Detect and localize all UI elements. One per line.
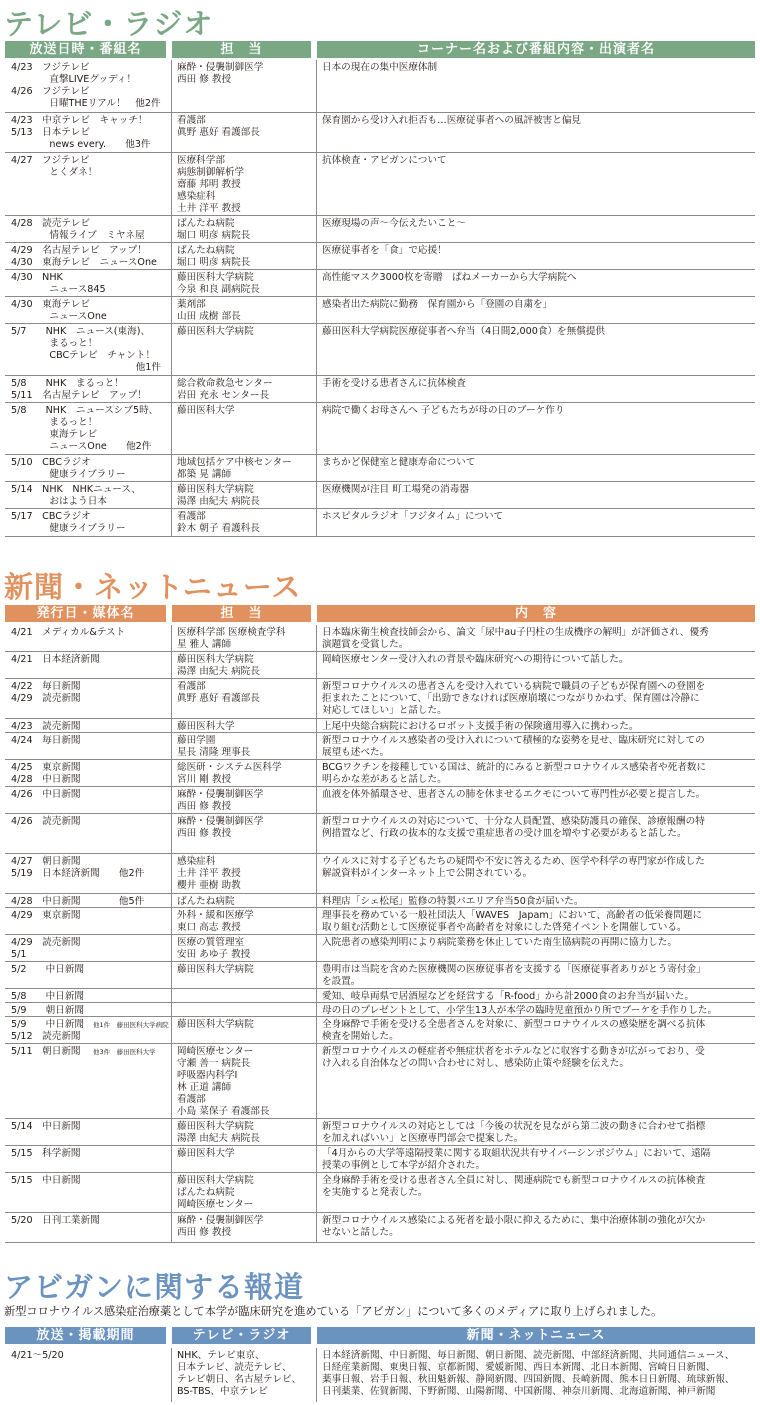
date-media-cell: 4/30 東海テレビ ニュースOne bbox=[11, 299, 107, 322]
column-divider bbox=[316, 787, 317, 813]
column-divider bbox=[316, 297, 317, 323]
column-divider bbox=[316, 894, 317, 907]
person-cell: 藤田学園 星長 清隆 理事長 bbox=[177, 735, 251, 758]
person-cell: 藤田医科大学病院 bbox=[177, 326, 254, 337]
person-cell: 藤田医科大学病院 今泉 和良 副病院長 bbox=[177, 272, 260, 295]
table-row bbox=[5, 216, 755, 243]
date-media-cell: 4/27 朝日新聞 5/19 日本経済新聞 他2件 bbox=[11, 856, 145, 879]
column-divider bbox=[171, 1003, 172, 1016]
table-row bbox=[5, 376, 755, 403]
news-title: 新聞・ネットニュース bbox=[4, 570, 302, 604]
date-media-cell: 5/2 中日新聞 bbox=[11, 964, 85, 975]
column-divider bbox=[171, 509, 172, 536]
content-cell: BCGワクチンを接種している国は、統計的にみると新型コロナウイルス感染者や死者数に 明らかな差があると話した。 bbox=[322, 762, 707, 785]
date-media-cell: 4/28 中日新聞 他5件 bbox=[11, 896, 145, 907]
column-divider bbox=[316, 60, 317, 112]
table-row bbox=[5, 625, 755, 652]
column-divider bbox=[171, 216, 172, 242]
tv-header-content: コーナー名および番組内容・出演者名 bbox=[317, 41, 755, 58]
table-row bbox=[5, 455, 755, 482]
table-row bbox=[5, 1119, 755, 1146]
content-cell: 愛知、岐阜両県で居酒屋などを経営する「R-food」から計2000食のお弁当が届いた。 bbox=[322, 991, 694, 1002]
column-divider bbox=[316, 935, 317, 961]
column-divider bbox=[171, 814, 172, 853]
extra-count-note: 他1件 藤田医科大学病院 bbox=[93, 1021, 169, 1029]
content-cell: まちかど保健室と健康寿命について bbox=[322, 457, 476, 468]
date-media-cell: 4/26 読売新聞 bbox=[11, 816, 81, 827]
table-row bbox=[5, 814, 755, 854]
date-media-cell: 5/9 中日新聞 5/12 読売新聞 bbox=[11, 1019, 85, 1042]
avigan-header-period: 放送・掲載期間 bbox=[5, 1327, 166, 1344]
content-cell: 「4月からの大学等遠隔授業に関する取組状況共有サイバーシンポジウム」において、遠隔 授業の事例として本学が紹介された。 bbox=[322, 1148, 711, 1171]
column-divider bbox=[171, 243, 172, 269]
column-divider bbox=[171, 113, 172, 152]
column-divider bbox=[171, 324, 172, 375]
content-cell: 新型コロナウイルス感染者の受け入れについて積極的な姿勢を見せ、臨床研究に対しての 展望も述べた。 bbox=[322, 735, 705, 758]
content-cell: 日本臨床衛生検査技師会から、論文「尿中au子円柱の生成機序の解明」が評価され、優秀 演題賞を受賞した。 bbox=[322, 627, 709, 650]
content-cell: 全身麻酔手術を受ける患者さん全員に対し、関連病院でも新型コロナウイルスの抗体検査 を実施すると発表した。 bbox=[322, 1175, 706, 1198]
column-divider bbox=[316, 509, 317, 536]
person-cell: ばんたね病院 堀口 明彦 病院長 bbox=[177, 245, 251, 268]
column-divider bbox=[316, 854, 317, 893]
content-cell: 新型コロナウイルスの患者さんを受け入れている病院で職員の子どもが保育園への登園を 拒まれたことについて、「出勁できなければ医療崩壊につながりかねず、保育園は冷静に 対応してほしい」と話した。 bbox=[322, 681, 706, 716]
content-cell: 抗体検査・アビガンについて bbox=[322, 155, 447, 166]
column-divider bbox=[316, 376, 317, 402]
column-divider bbox=[316, 733, 317, 759]
content-cell: 血液を体外循環させ、患者さんの肺を休ませるエクモについて専門性が必要と提言した。 bbox=[322, 789, 706, 800]
content-cell: 医療現場の声～今伝えたいこと～ bbox=[322, 218, 466, 229]
column-divider bbox=[171, 679, 172, 718]
table-row bbox=[5, 733, 755, 760]
date-media-cell: 5/7 NHK ニュース(東海)、 まるっと！ CBCテレビ チャント！ 他1件 bbox=[11, 326, 162, 373]
table-row bbox=[5, 894, 755, 908]
column-divider bbox=[171, 719, 172, 732]
table-row bbox=[5, 652, 755, 679]
content-cell: 豊明市は当院を含めた医療機関の医療従事者を支援する「医療従事者ありがとう寄付金」 を設置。 bbox=[322, 964, 706, 987]
person-cell: 外科・緩和医療学 東口 高志 教授 bbox=[177, 910, 254, 933]
content-cell: 岡崎医療センター受け入れの背景や臨床研究への期待について話した。 bbox=[322, 654, 629, 665]
table-row bbox=[5, 243, 755, 270]
person-cell: 薬剤部 山田 成樹 部長 bbox=[177, 299, 241, 322]
date-media-cell: 4/29 読売新聞 5/1 bbox=[11, 937, 81, 960]
date-media-cell: 4/22 毎日新聞 4/29 読売新聞 bbox=[11, 681, 81, 704]
content-cell: 新型コロナウイルス感染による死者を最小限に抑えるために、集中治療体制の強化が欠か せないと話した。 bbox=[322, 1215, 706, 1238]
content-cell: 高性能マスク3000枚を寄贈 ぱねメーカーから大学病院へ bbox=[322, 272, 577, 283]
column-divider bbox=[316, 814, 317, 853]
avigan-period: 4/21～5/20 bbox=[11, 1350, 64, 1361]
column-divider bbox=[316, 1119, 317, 1145]
column-divider bbox=[171, 908, 172, 934]
person-cell: 藤田医科大学病院 湯澤 由紀夫 病院長 bbox=[177, 484, 260, 507]
column-divider bbox=[316, 908, 317, 934]
column-divider bbox=[171, 1213, 172, 1242]
content-cell: 新型コロナウイルスの軽症者や無症状者をホテルなどに収容する動きが広がっており、受 け入れる自治体などの問い合わせに対し、感染防止策や経験を伝えた。 bbox=[322, 1046, 705, 1069]
column-divider bbox=[316, 989, 317, 1002]
table-row bbox=[5, 719, 755, 733]
date-media-cell: 5/17 CBCラジオ 健康ライブラリー bbox=[11, 511, 126, 534]
table-row bbox=[5, 482, 755, 509]
table-row bbox=[5, 324, 755, 376]
column-divider bbox=[171, 1146, 172, 1172]
content-cell: 日本の現在の集中医療体制 bbox=[322, 62, 438, 73]
column-divider bbox=[316, 679, 317, 718]
avigan-row bbox=[5, 1348, 755, 1402]
date-media-cell: 5/8 NHK ニュースシブ5時、 まるっと！ 東海テレビ ニュースOne 他2件 bbox=[11, 405, 159, 452]
person-cell: 麻酔・侵襲制御医学 西田 修 教授 bbox=[177, 816, 264, 839]
column-divider bbox=[171, 60, 172, 112]
date-media-cell: 4/30 NHK ニュース845 bbox=[11, 272, 106, 295]
table-row bbox=[5, 60, 755, 113]
column-divider bbox=[171, 1044, 172, 1118]
column-divider bbox=[171, 935, 172, 961]
table-row bbox=[5, 989, 755, 1003]
table-row bbox=[5, 679, 755, 719]
table-row bbox=[5, 1003, 755, 1017]
avigan-header-tv: テレビ・ラジオ bbox=[172, 1327, 311, 1344]
column-divider bbox=[171, 652, 172, 678]
content-cell: ホスピタルラジオ「フジタイム」について bbox=[322, 511, 504, 522]
table-row bbox=[5, 787, 755, 814]
person-cell: 医療の質管理室 安田 あゆ子 教授 bbox=[177, 937, 251, 960]
column-divider bbox=[171, 989, 172, 1002]
tv-radio-title: テレビ・ラジオ bbox=[4, 7, 214, 41]
person-cell: 医療科学部 病態制御解析学 齋藤 邦明 教授 感染症科 土井 洋平 教授 bbox=[177, 155, 245, 214]
person-cell: 看護部 眞野 惠好 看護部長 bbox=[177, 681, 260, 704]
date-media-cell: 4/23 フジテレビ 直撃LIVEグッディ！ 4/26 フジテレビ 日曜THEリアル！ 他2件 bbox=[11, 62, 161, 109]
date-media-cell: 4/23 読売新聞 bbox=[11, 721, 81, 732]
date-media-cell: 4/24 毎日新聞 bbox=[11, 735, 81, 746]
table-row bbox=[5, 297, 755, 324]
date-media-cell: 5/11 朝日新聞 bbox=[11, 1046, 81, 1057]
news-header-date: 発行日・媒体名 bbox=[5, 605, 166, 622]
content-cell: 全身麻酔で手術を受ける全患者さんを対象に、新型コロナウイルスの感染歴を調べる抗体 検査を開始した。 bbox=[322, 1019, 706, 1042]
person-cell: 看護部 眞野 惠好 看護部長 bbox=[177, 115, 260, 138]
person-cell: 総合救命救急センター 岩田 充永 センター長 bbox=[177, 378, 273, 401]
content-cell: 新型コロナウイルスの対応について、十分な人員配置、感染防護具の確保、診療報酬の特 例措置など、行政の抜本的な支援で重症患者の受け皿を増やす必要があると話した。 bbox=[322, 816, 705, 839]
column-divider bbox=[316, 1213, 317, 1242]
person-cell: 地域包括ケア中核センター 都築 晃 講師 bbox=[177, 457, 292, 480]
person-cell: 藤田医科大学病院 湯澤 由紀夫 病院長 bbox=[177, 1121, 260, 1144]
content-cell: 手術を受ける患者さんに抗体検査 bbox=[322, 378, 466, 389]
tv-radio-table bbox=[5, 60, 755, 537]
column-divider bbox=[316, 270, 317, 296]
column-divider bbox=[171, 962, 172, 988]
content-cell: 保育園から受け入れ拒否も…医療従事者への風評被害と偏見 bbox=[322, 115, 582, 126]
tv-header-person: 担 当 bbox=[172, 41, 311, 58]
column-divider bbox=[316, 482, 317, 508]
date-media-cell: 4/23 中京テレビ キャッチ！ 5/13 日本テレビ news every. 他3件 bbox=[11, 115, 151, 150]
avigan-tv-list: NHK、テレビ東京、 日本テレビ、読売テレビ、 テレビ朝日、名古屋テレビ、 BS-TBS、中京テレビ bbox=[177, 1350, 302, 1397]
person-cell: 藤田医科大学病院 bbox=[177, 1019, 254, 1030]
column-divider bbox=[171, 1017, 172, 1043]
column-divider bbox=[171, 153, 172, 215]
column-divider bbox=[171, 1173, 172, 1212]
content-cell: 入院患者の感染判明により病院業務を休止していた南生協病院の再開に協力した。 bbox=[322, 937, 677, 948]
column-divider bbox=[316, 962, 317, 988]
date-media-cell: 5/8 中日新聞 bbox=[11, 991, 85, 1002]
date-media-cell: 5/14 NHK NHKニュース、 おはよう日本 bbox=[11, 484, 141, 507]
column-divider bbox=[316, 403, 317, 454]
column-divider bbox=[171, 297, 172, 323]
date-media-cell: 4/29 名古屋テレビ アップ！ 4/30 東海テレビ ニュースOne bbox=[11, 245, 157, 268]
column-divider bbox=[171, 1119, 172, 1145]
column-divider bbox=[316, 153, 317, 215]
content-cell: 母の日のプレゼントとして、小学生13人が本学の臨時児童預かり所でブーケを手作りした。 bbox=[322, 1005, 718, 1016]
person-cell: 医療科学部 医療検査学科 星 雅人 講師 bbox=[177, 627, 286, 650]
date-media-cell: 5/14 中日新聞 bbox=[11, 1121, 81, 1132]
date-media-cell: 5/15 科学新聞 bbox=[11, 1148, 81, 1159]
column-divider bbox=[171, 854, 172, 893]
content-cell: 病院で働くお母さんへ 子どもたちが母の日のブーケ作り bbox=[322, 405, 565, 416]
column-divider bbox=[316, 1146, 317, 1172]
date-media-cell: 4/29 東京新聞 bbox=[11, 910, 81, 921]
date-media-cell: 5/9 朝日新聞 bbox=[11, 1005, 85, 1016]
content-cell: 医療従事者を「食」で応援！ bbox=[322, 245, 447, 256]
person-cell: 藤田医科大学病院 ばんたね病院 岡崎医療センター bbox=[177, 1175, 254, 1210]
column-divider bbox=[316, 216, 317, 242]
table-row bbox=[5, 908, 755, 935]
content-cell: 藤田医科大学病院医療従事者へ弁当（4日間2,000食）を無償提供 bbox=[322, 326, 606, 337]
column-divider bbox=[316, 1044, 317, 1118]
date-media-cell: 4/28 読売テレビ 情報ライブ ミヤネ屋 bbox=[11, 218, 145, 241]
person-cell: 藤田医科大学 bbox=[177, 405, 235, 416]
column-divider bbox=[171, 482, 172, 508]
table-row bbox=[5, 1017, 755, 1044]
avigan-header-news: 新聞・ネットニュース bbox=[317, 1327, 755, 1344]
table-row bbox=[5, 935, 755, 962]
content-cell: 料理店「シェ松尾」監修の特製パエリア弁当50食が届いた。 bbox=[322, 896, 584, 907]
date-media-cell: 5/10 CBCラジオ 健康ライブラリー bbox=[11, 457, 126, 480]
column-divider bbox=[316, 1348, 317, 1402]
column-divider bbox=[171, 455, 172, 481]
column-divider bbox=[171, 270, 172, 296]
news-header-person: 担 当 bbox=[172, 605, 311, 622]
content-cell: 上尾中央総合病院におけるロボット支援手術の保険適用導入に携わった。 bbox=[322, 721, 639, 732]
person-cell: 麻酔・侵襲制御医学 西田 修 教授 bbox=[177, 1215, 264, 1238]
person-cell: 麻酔・侵襲制御医学 西田 修 教授 bbox=[177, 789, 264, 812]
date-media-cell: 4/21 日本経済新聞 bbox=[11, 654, 100, 665]
date-media-cell: 5/8 NHK まるっと！ 5/11 名古屋テレビ アップ！ bbox=[11, 378, 147, 401]
person-cell: 藤田医科大学 bbox=[177, 721, 235, 732]
column-divider bbox=[316, 455, 317, 481]
person-cell: 岡崎医療センター 守瀬 善一 病院長 呼吸器内科学Ⅰ 林 正道 講師 看護部 小島 菜保子 看護部長 bbox=[177, 1046, 270, 1117]
content-cell: 理事長を務めている一般社団法人「WAVES Japam」において、高齢者の低栄養問題に 取り組む活動として医療従事者や高齢者を対象にした啓発イベントを開催している。 bbox=[322, 910, 703, 933]
avigan-intro: 新型コロナウイルス感染症治療薬として本学が臨床研究を進めている「アビガン」について多くのメディアに取り上げられました。 bbox=[4, 1305, 663, 1318]
person-cell: 藤田医科大学 bbox=[177, 1148, 235, 1159]
table-row bbox=[5, 153, 755, 216]
date-media-cell: 5/15 中日新聞 bbox=[11, 1175, 81, 1186]
column-divider bbox=[316, 113, 317, 152]
table-row bbox=[5, 403, 755, 455]
column-divider bbox=[316, 652, 317, 678]
column-divider bbox=[316, 760, 317, 786]
content-cell: 感染者出た病院に勤務 保育園から「登園の自粛を」 bbox=[322, 299, 553, 310]
table-row bbox=[5, 1173, 755, 1213]
table-row bbox=[5, 113, 755, 153]
column-divider bbox=[171, 733, 172, 759]
table-row bbox=[5, 1213, 755, 1243]
table-row bbox=[5, 854, 755, 894]
column-divider bbox=[316, 1173, 317, 1212]
tv-header-date: 放送日時・番組名 bbox=[5, 41, 166, 58]
date-media-cell: 4/26 中日新聞 bbox=[11, 789, 81, 800]
person-cell: 感染症科 土井 洋平 教授 櫻井 亜樹 助教 bbox=[177, 856, 241, 891]
extra-count-note: 他3件 藤田医科大学 bbox=[93, 1048, 156, 1056]
person-cell: 藤田医科大学病院 湯澤 由紀夫 病院長 bbox=[177, 654, 260, 677]
date-media-cell: 4/21 メディカル&テスト bbox=[11, 627, 126, 638]
table-row bbox=[5, 1044, 755, 1119]
date-media-cell: 5/20 日刊工業新聞 bbox=[11, 1215, 100, 1226]
column-divider bbox=[171, 403, 172, 454]
table-row bbox=[5, 509, 755, 537]
person-cell: 藤田医科大学病院 bbox=[177, 964, 254, 975]
column-divider bbox=[316, 1003, 317, 1016]
column-divider bbox=[316, 243, 317, 269]
table-row bbox=[5, 270, 755, 297]
news-header-content: 内 容 bbox=[317, 605, 755, 622]
column-divider bbox=[171, 894, 172, 907]
content-cell: 医療機関が注目 町工場発の消毒器 bbox=[322, 484, 469, 495]
table-row bbox=[5, 760, 755, 787]
avigan-title: アビガンに関する報道 bbox=[4, 1270, 305, 1304]
person-cell: ばんたね病院 堀口 明彦 病院長 bbox=[177, 218, 251, 241]
news-table bbox=[5, 625, 755, 1243]
person-cell: 総医研・システム医科学 宮川 剛 教授 bbox=[177, 762, 282, 785]
date-media-cell: 4/27 フジテレビ とくダネ！ bbox=[11, 155, 98, 178]
column-divider bbox=[316, 625, 317, 651]
column-divider bbox=[316, 1017, 317, 1043]
column-divider bbox=[171, 1348, 172, 1402]
column-divider bbox=[171, 787, 172, 813]
table-row bbox=[5, 962, 755, 989]
person-cell: 看護部 鈴木 朝子 看護科長 bbox=[177, 511, 260, 534]
content-cell: ウイルスに対する子どもたちの疑問や不安に答えるため、医学や科学の専門家が作成した 解説資料がインターネット上で公開されている。 bbox=[322, 856, 705, 879]
avigan-news-list: 日本経済新聞、中日新聞、毎日新聞、朝日新聞、読売新聞、中部経済新聞、共同通信ニュース、 日経産業新聞、東奥日報、京都新聞、愛媛新聞、西日本新聞、北日本新聞、宮崎日日新聞、 薬事日報、岩手日報、秋田魁新報、静岡新聞、四国新聞、長崎新聞、熊本日日新聞、琉球新報、 日刊薬業、佐賀新聞、下野新聞、山陽新聞、中国新聞、神奈川新聞、北海道新聞、神戸新聞 bbox=[322, 1350, 735, 1397]
column-divider bbox=[171, 760, 172, 786]
content-cell: 新型コロナウイルスの対応としては「今後の状況を見ながら第二波の動きに合わせて指標 を加えればいい」と医療専門部会で提案した。 bbox=[322, 1121, 706, 1144]
person-cell: ばんたね病院 bbox=[177, 896, 235, 907]
person-cell: 麻酔・侵襲制御医学 西田 修 教授 bbox=[177, 62, 264, 85]
column-divider bbox=[171, 376, 172, 402]
column-divider bbox=[171, 625, 172, 651]
table-row bbox=[5, 1146, 755, 1173]
column-divider bbox=[316, 719, 317, 732]
date-media-cell: 4/25 東京新聞 4/28 中日新聞 bbox=[11, 762, 81, 785]
column-divider bbox=[316, 324, 317, 375]
